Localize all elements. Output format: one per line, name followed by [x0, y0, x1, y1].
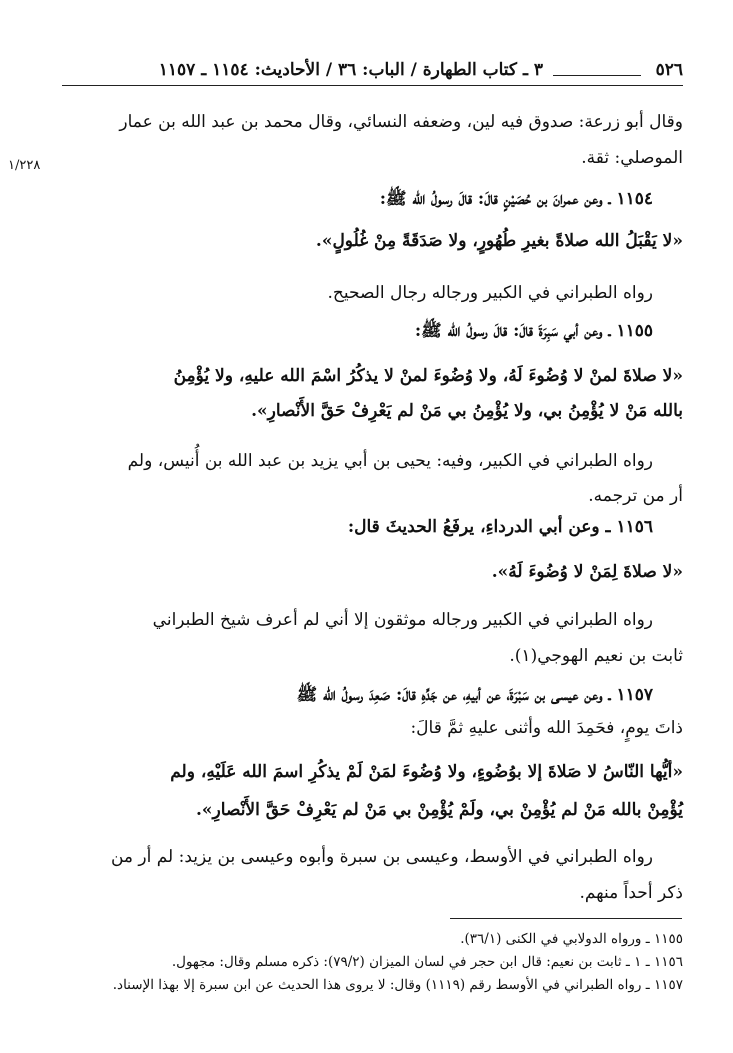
- footnote: ١١٥٥ ـ ورواه الدولابي في الكنى (٣٦/١).: [460, 931, 683, 947]
- footnote: ١١٥٦ ـ ١ ـ ثابت بن نعيم: قال ابن حجر في لسان الميزان (٧٩/٢): ذكره مسلم وقال: مجهول.: [171, 954, 683, 970]
- hadith-text: «لا يَقْبَلُ الله صلاةً بغيرِ طُهُورٍ، ولا صَدَقَةً مِنْ غُلُولٍ».: [315, 231, 683, 251]
- page-number: ٥٢٦: [655, 60, 683, 80]
- header-title: ٣ ـ كتاب الطهارة / الباب: ٣٦ / الأحاديث: ١١٥٤ ـ ١١٥٧: [158, 60, 543, 80]
- hadith-text: «أيُّها النّاسُ لا صَلاةَ إلا بوُضُوءٍ، ولا وُضُوءَ لمَنْ لَمْ يذكُرِ اسمَ الله عَلَيْهِ، ولم: [170, 762, 683, 782]
- header-dash-line: [553, 75, 641, 76]
- header-rule: [62, 85, 683, 86]
- text-line: أر من ترجمه.: [588, 486, 683, 506]
- text-line: رواه الطبراني في الأوسط، وعيسى بن سبرة وأبوه وعيسى بن يزيد: لم أر من: [110, 847, 653, 867]
- text-line: رواه الطبراني في الكبير ورجاله موثقون إلا أني لم أعرف شيخ الطبراني: [152, 610, 653, 630]
- text-line: ذاتَ يومٍ، فحَمِدَ الله وأثنى عليهِ ثمَّ قالَ:: [410, 718, 683, 738]
- text-line: وقال أبو زرعة: صدوق فيه لين، وضعفه النسائي، وقال محمد بن عبد الله بن عمار: [119, 112, 683, 132]
- text-line: ثابت بن نعيم الهوجي(١).: [509, 646, 683, 666]
- margin-reference: ١/٢٢٨: [8, 158, 41, 173]
- text-line: الموصلي: ثقة.: [581, 148, 683, 168]
- running-header: [62, 58, 683, 86]
- hadith-heading-1156: ١١٥٦ ـ وعن أبي الدرداءِ، يرفَعُ الحديثَ قال:: [347, 517, 653, 537]
- hadith-text: «لا صلاةَ لِمَنْ لا وُضُوءَ لَهُ».: [491, 562, 683, 582]
- footnote-rule: [450, 918, 682, 919]
- text-line: رواه الطبراني في الكبير، وفيه: يحيى بن أبي يزيد بن عبد الله بن أُنيس، ولم: [127, 451, 653, 471]
- text-line: ذكر أحداً منهم.: [579, 883, 683, 903]
- hadith-heading-1155: ١١٥٥ ـ وعن أبي سَبِرَةَ قالَ: قالَ رسولُ الله ﷺ:: [414, 321, 653, 341]
- hadith-text: يُؤْمِنْ بالله مَنْ لم يُؤْمِنْ بي، ولَمْ يُؤْمِنْ بي مَنْ لم يَعْرِفْ حَقَّ الأَنْصارِ».: [196, 800, 683, 820]
- hadith-text: بالله مَنْ لا يُؤْمِنُ بي، ولا يُؤْمِنُ بي مَنْ لم يَعْرِفْ حَقَّ الأَنْصارِ».: [251, 401, 683, 421]
- text-line: رواه الطبراني في الكبير ورجاله رجال الصحيح.: [327, 283, 653, 303]
- hadith-heading-1154: ١١٥٤ ـ وعن عمرانَ بن حُصَيْنٍ قالَ: قالَ رسولُ الله ﷺ:: [379, 189, 653, 209]
- hadith-heading-1157: ١١٥٧ ـ وعن عيسى بن سَبْرَةَ، عن أبيهِ، عن جَدِّهِ قالَ: صَعِدَ رسولُ الله ﷺ: [296, 685, 653, 705]
- footnote: ١١٥٧ ـ رواه الطبراني في الأوسط رقم (١١١٩) وقال: لا يروى هذا الحديث عن ابن سبرة إلا بهذا الإسناد.: [112, 977, 683, 993]
- hadith-text: «لا صلاةَ لمنْ لا وُضُوءَ لَهُ، ولا وُضُوءَ لمنْ لا يذكُرُ اسْمَ الله عليهِ، ولا يُؤْمِنُ: [173, 366, 683, 386]
